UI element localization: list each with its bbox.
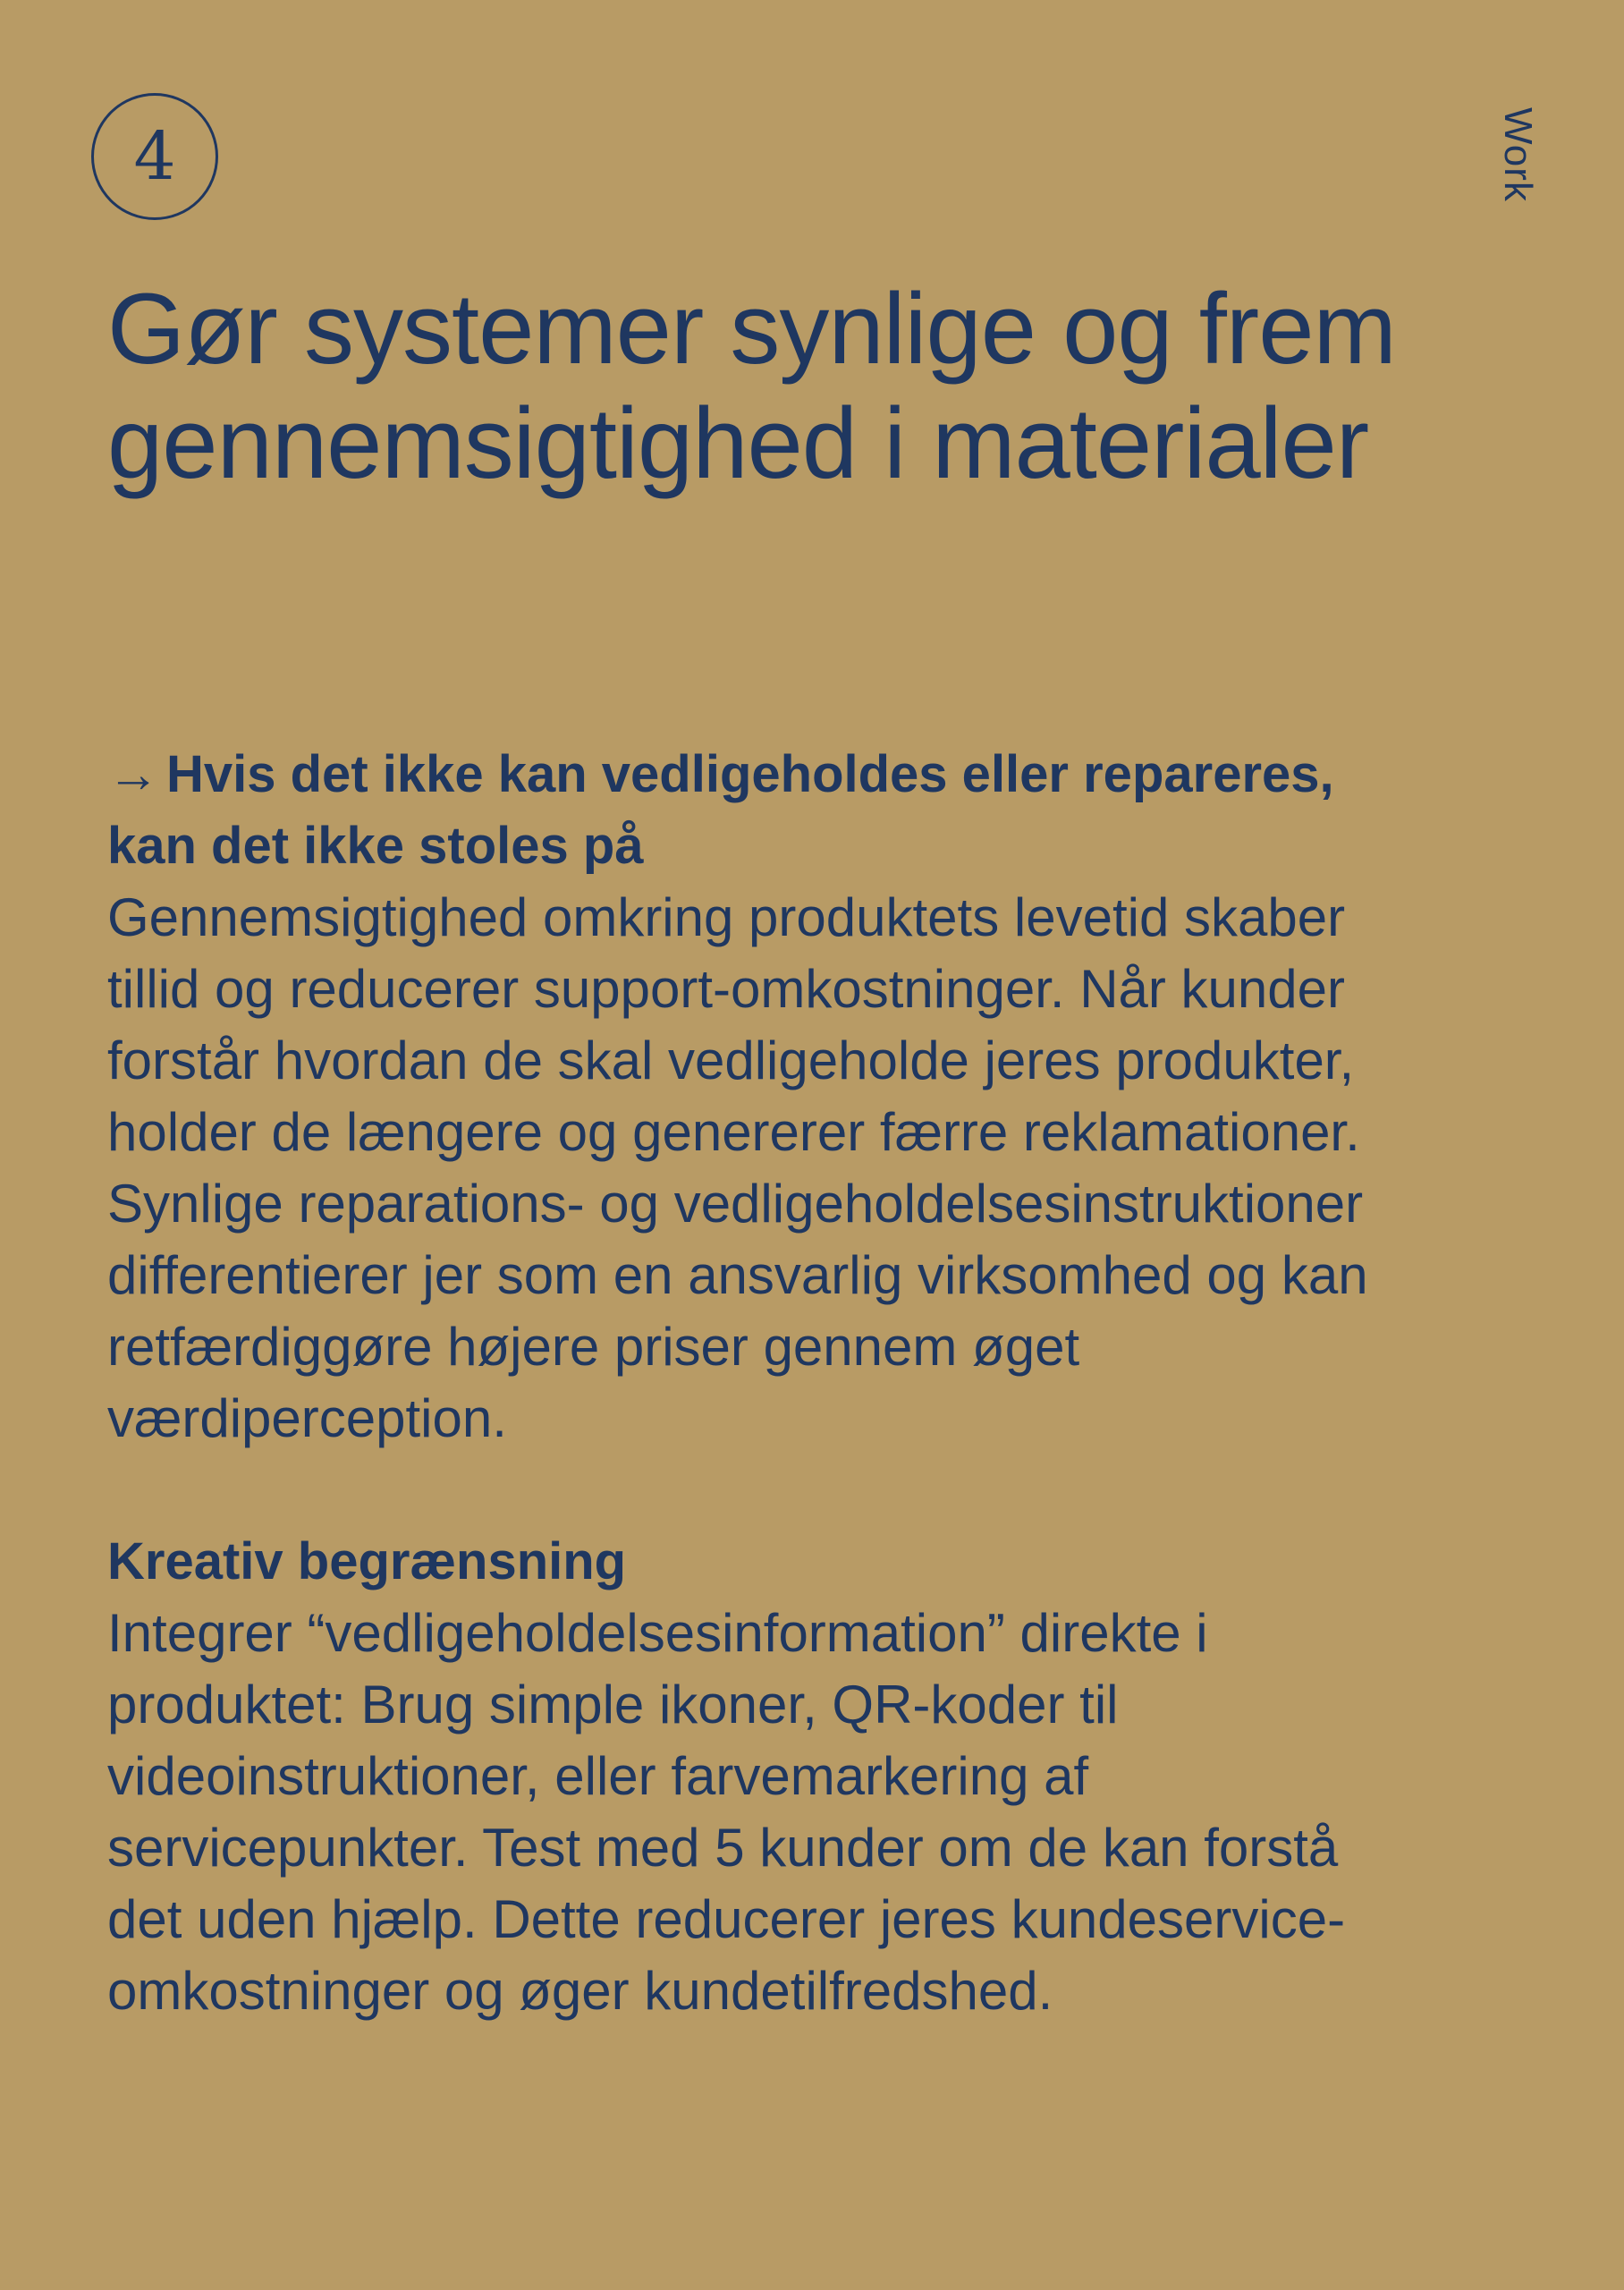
page-title: Gør systemer synlige og frem gennemsigtighed i materialer xyxy=(107,273,1396,499)
page-number-badge xyxy=(91,93,218,220)
side-label: Work xyxy=(1496,107,1540,202)
section-body: Integrer “vedligeholdelsesinformation” direkte i produktet: Brug simple ikoner, QR-koder til videoinstruktioner, eller farvemarkering af servicepunkter. Test med 5 kunder om de kan forstå det uden hjælp. Dette reducerer jeres kundeservice-omkostninger og øger kundetilfredshed. xyxy=(107,1603,1346,2021)
content-body xyxy=(107,739,1377,2027)
section-heading xyxy=(107,739,1377,882)
arrow-right-icon: → xyxy=(107,745,159,803)
section-heading-text: Hvis det ikke kan vedligeholdes eller repareres, kan det ikke stoles på xyxy=(107,745,1334,875)
page-number: 4 xyxy=(133,118,176,195)
section-heading: Kreativ begrænsning xyxy=(107,1532,627,1590)
section-creative-constraint xyxy=(107,1526,1377,2027)
section-maintenance xyxy=(107,739,1377,1455)
section-body: Gennemsigtighed omkring produktets levetid skaber tillid og reducerer support-omkostninger. Når kunder forstår hvordan de skal vedligeholde jeres produkter, holder de længere og genererer færre reklamationer. Synlige reparations- og vedligeholdelsesinstruktioner differentierer jer som en ansvarlig virksomhed og kan retfærdiggøre højere priser gennem øget værdiperception. xyxy=(107,887,1368,1448)
